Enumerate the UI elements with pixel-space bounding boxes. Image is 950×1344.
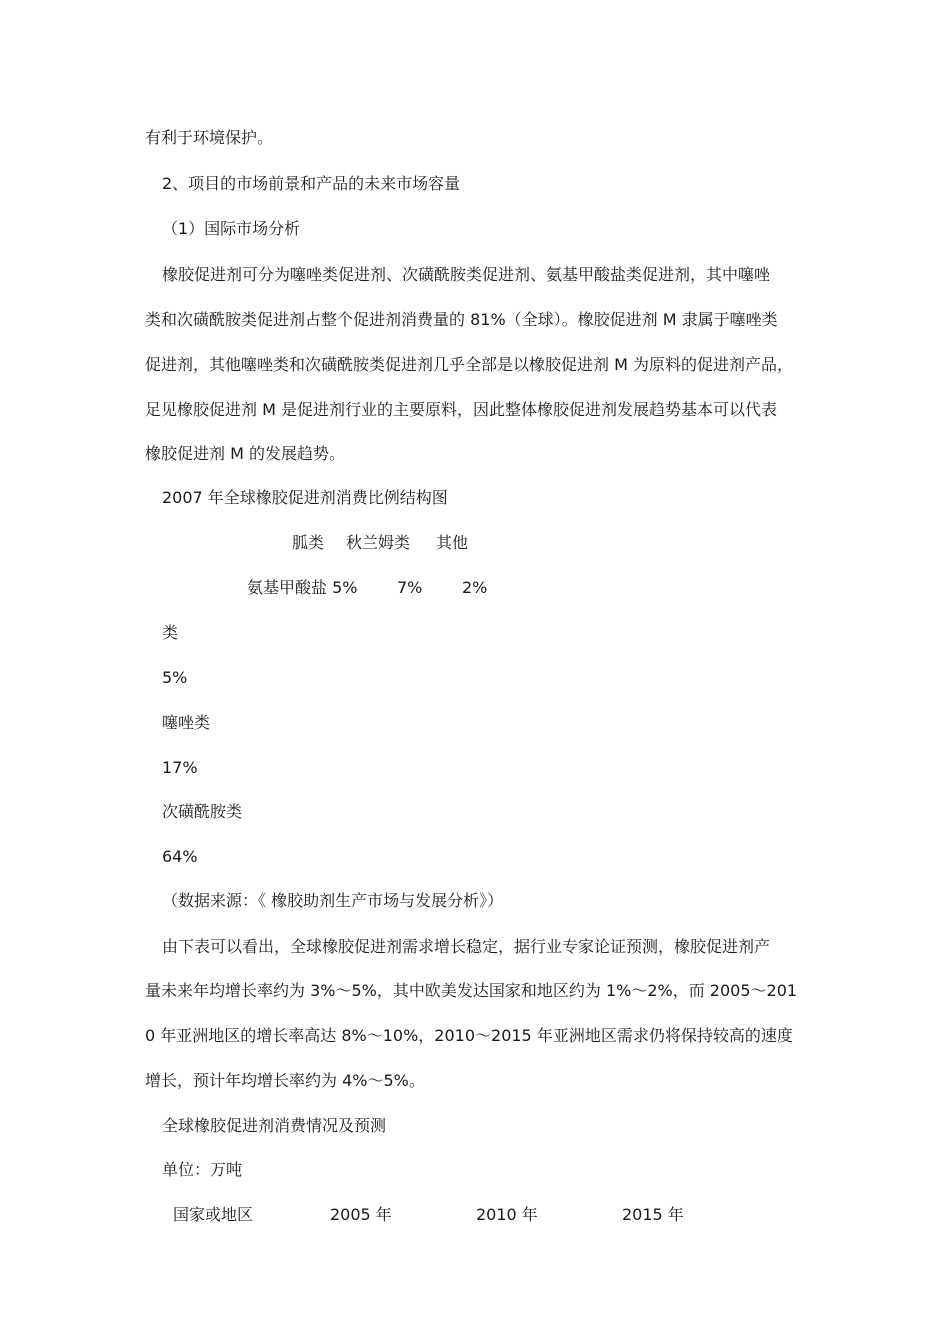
table-header: 2015 年 bbox=[622, 1205, 684, 1224]
pie-label: 64% bbox=[162, 847, 198, 866]
pie-label: 7% bbox=[397, 578, 423, 597]
pie-label: 其他 bbox=[436, 533, 469, 552]
data-source: （数据来源：《 橡胶助剂生产市场与发展分析》） bbox=[162, 891, 504, 910]
growth-line: 量未来年均增长率约为 3%～5%，其中欧美发达国家和地区约为 1%～2%，而 2005～201 bbox=[145, 981, 798, 1000]
intro-line: 橡胶促进剂 M 的发展趋势。 bbox=[145, 444, 345, 463]
table-header: 国家或地区 bbox=[173, 1205, 254, 1224]
growth-line: 增长，预计年均增长率约为 4%～5%。 bbox=[145, 1071, 425, 1090]
chart-title: 2007 年全球橡胶促进剂消费比例结构图 bbox=[162, 488, 448, 507]
pie-label: 氨基甲酸盐 5% bbox=[247, 578, 358, 597]
table-title: 全球橡胶促进剂消费情况及预测 bbox=[162, 1116, 387, 1135]
intro-line: 足见橡胶促进剂 M 是促进剂行业的主要原料，因此整体橡胶促进剂发展趋势基本可以代表 bbox=[145, 400, 777, 419]
table-unit: 单位：万吨 bbox=[162, 1160, 243, 1179]
table-header: 2005 年 bbox=[330, 1205, 392, 1224]
paragraph-env: 有利于环境保护。 bbox=[145, 128, 274, 147]
growth-line: 由下表可以看出，全球橡胶促进剂需求增长稳定，据行业专家论证预测，橡胶促进剂产 bbox=[162, 937, 771, 956]
intro-line: 促进剂，其他噻唑类和次磺酰胺类促进剂几乎全部是以橡胶促进剂 M 为原料的促进剂产品， bbox=[145, 355, 793, 374]
table-header: 2010 年 bbox=[476, 1205, 538, 1224]
pie-label: 2% bbox=[462, 578, 488, 597]
pie-label: 次磺酰胺类 bbox=[162, 802, 243, 821]
pie-label: 秋兰姆类 bbox=[346, 533, 411, 552]
growth-line: 0 年亚洲地区的增长率高达 8%～10%，2010～2015 年亚洲地区需求仍将保持较高的速度 bbox=[145, 1026, 793, 1045]
pie-label: 噻唑类 bbox=[162, 713, 211, 732]
intro-line: 类和次磺酰胺类促进剂占整个促进剂消费量的 81%（全球）。橡胶促进剂 M 隶属于噻唑类 bbox=[145, 310, 778, 329]
subsection-heading: （1）国际市场分析 bbox=[162, 219, 301, 238]
section-heading: 2、项目的市场前景和产品的未来市场容量 bbox=[162, 174, 461, 193]
pie-label: 17% bbox=[162, 758, 198, 777]
pie-label: 类 bbox=[162, 623, 179, 642]
intro-line: 橡胶促进剂可分为噻唑类促进剂、次磺酰胺类促进剂、氨基甲酸盐类促进剂，其中噻唑 bbox=[162, 265, 771, 284]
pie-label: 胍类 bbox=[292, 533, 325, 552]
pie-label: 5% bbox=[162, 668, 188, 687]
